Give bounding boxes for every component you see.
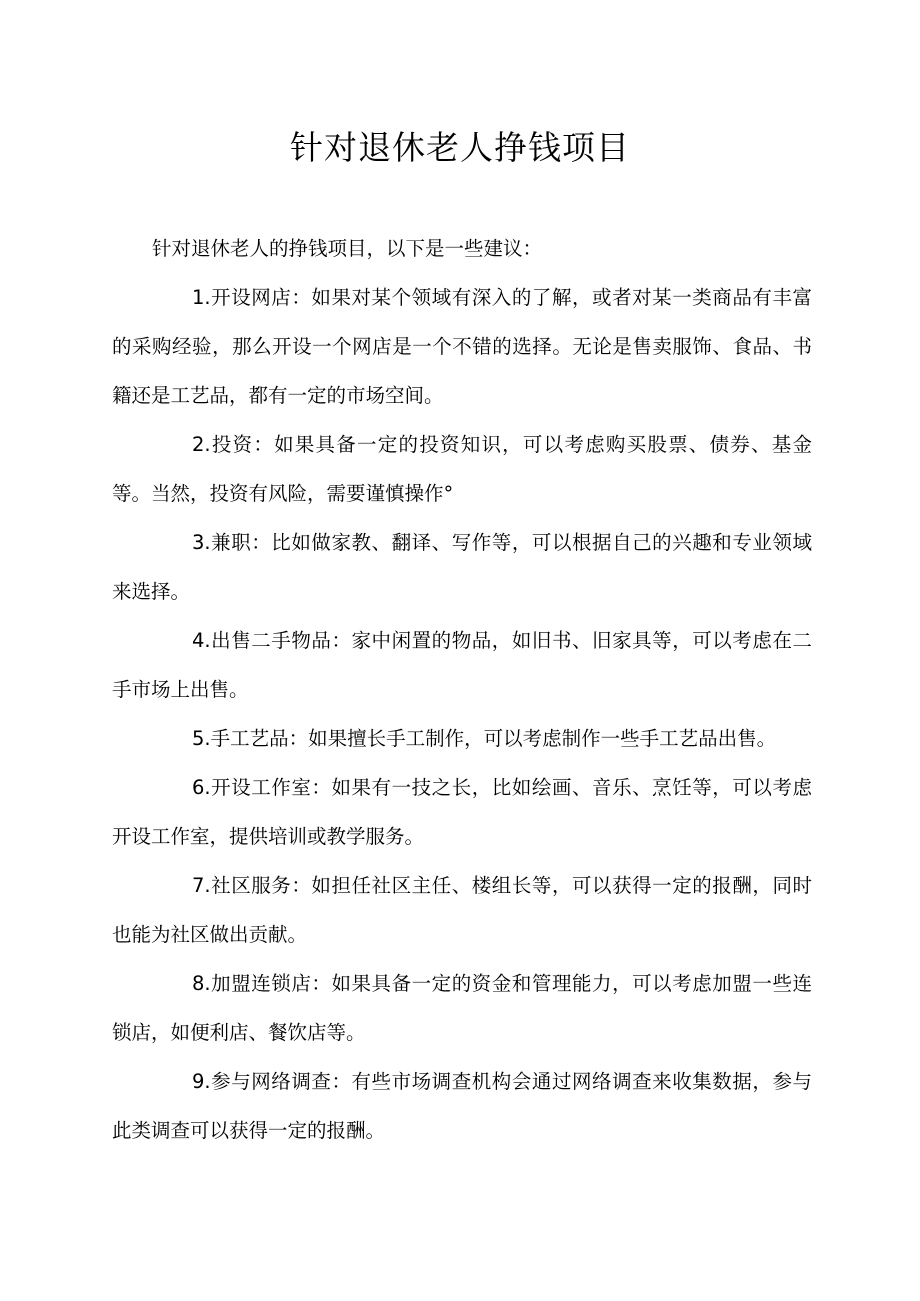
- item-text: .投资：如果具备一定的投资知识，可以考虑购买股票、债券、基金等。当然，投资有风险，需要谨慎操作°: [112, 433, 812, 505]
- item-text: .开设网店：如果对某个领域有深入的了解，或者对某一类商品有丰富的采购经验，那么开设一个网店是一个不错的选择。无论是售卖服饰、食品、书籍还是工艺品，都有一定的市场空间。: [112, 286, 812, 407]
- list-item-3: [112, 518, 812, 616]
- item-text: .开设工作室：如果有一技之长，比如绘画、音乐、烹饪等，可以考虑开设工作室，提供培训或教学服务。: [112, 776, 812, 848]
- list-item-1: [112, 273, 812, 420]
- item-text: .参与网络调查：有些市场调查机构会通过网络调查来收集数据，参与此类调查可以获得一定的报酬。: [112, 1070, 812, 1142]
- item-number: 2: [192, 433, 205, 456]
- list-item-8: [112, 959, 812, 1057]
- item-number: 4: [192, 629, 205, 652]
- list-item-7: [112, 861, 812, 959]
- item-text: .出售二手物品：家中闲置的物品，如旧书、旧家具等，可以考虑在二手市场上出售。: [112, 629, 812, 701]
- item-number: 5: [192, 727, 205, 750]
- list-item-2: [112, 420, 812, 518]
- list-item-6: [112, 763, 812, 861]
- item-text: .加盟连锁店：如果具备一定的资金和管理能力，可以考虑加盟一些连锁店，如便利店、餐饮店等。: [112, 972, 812, 1044]
- item-number: 1: [192, 286, 205, 309]
- item-number: 8: [192, 972, 205, 995]
- item-number: 9: [192, 1070, 205, 1093]
- item-number: 6: [192, 776, 205, 799]
- item-text: .手工艺品：如果擅长手工制作，可以考虑制作一些手工艺品出售。: [204, 727, 777, 750]
- list-item-5: [112, 714, 812, 763]
- item-number: 7: [192, 874, 205, 897]
- document-body: [112, 224, 812, 1155]
- item-number: 3: [192, 531, 205, 554]
- list-item-4: [112, 616, 812, 714]
- item-text: .社区服务：如担任社区主任、楼组长等，可以获得一定的报酬，同时也能为社区做出贡献。: [112, 874, 812, 946]
- item-text: .兼职：比如做家教、翻译、写作等，可以根据自己的兴趣和专业领域来选择。: [112, 531, 812, 603]
- list-item-9: [112, 1057, 812, 1155]
- document-title: 针对退休老人挣钱项目: [290, 128, 630, 167]
- intro-paragraph: 针对退休老人的挣钱项目，以下是一些建议：: [152, 237, 543, 260]
